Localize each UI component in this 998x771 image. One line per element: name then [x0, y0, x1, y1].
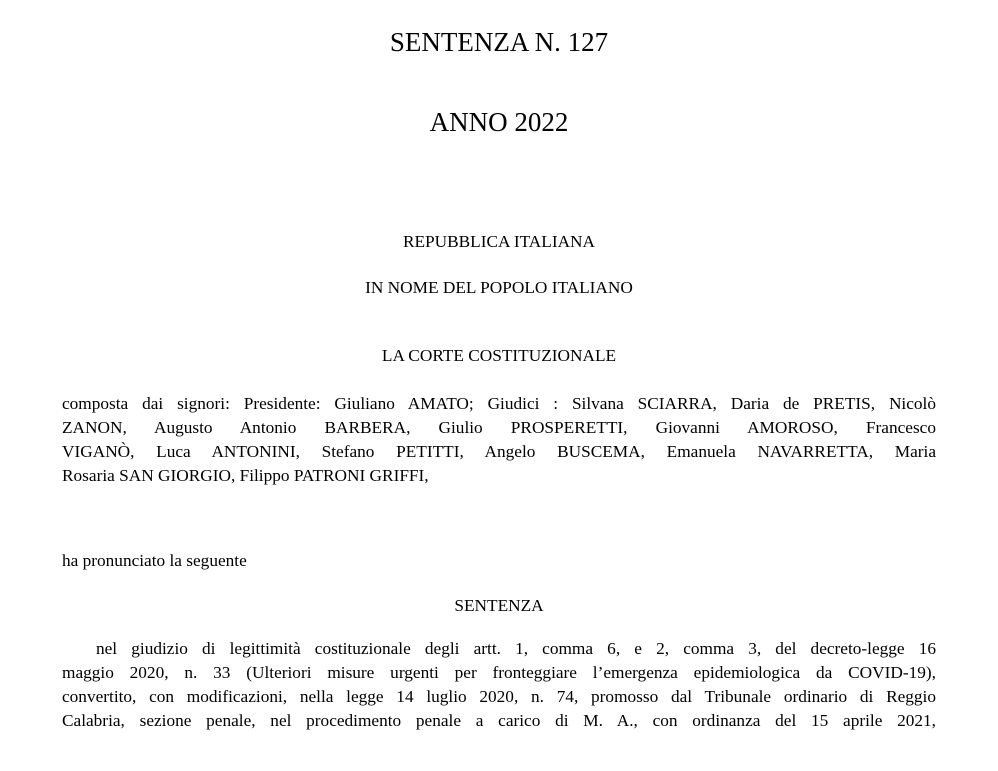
composition-line: composta dai signori: Presidente: Giuliano AMATO; Giudici : Silvana SCIARRA, Daria de PRETIS, Nicolò — [62, 394, 936, 413]
court-composition-paragraph — [62, 392, 936, 488]
sentence-number-title: SENTENZA N. 127 — [389, 27, 609, 57]
composition-line: VIGANÒ, Luca ANTONINI, Stefano PETITTI, Angelo BUSCEMA, Emanuela NAVARRETTA, Maria — [62, 442, 936, 461]
sentenza-heading: SENTENZA — [454, 596, 544, 615]
in-name-heading: IN NOME DEL POPOLO ITALIANO — [365, 278, 633, 297]
judgment-paragraph — [62, 637, 936, 733]
judgment-line: convertito, con modificazioni, nella legge 14 luglio 2020, n. 74, promosso dal Tribunale ordinario di Reggio — [62, 687, 936, 706]
composition-line: Rosaria SAN GIORGIO, Filippo PATRONI GRIFFI, — [62, 466, 429, 485]
republic-heading: REPUBBLICA ITALIANA — [402, 232, 596, 251]
judgment-line: maggio 2020, n. 33 (Ulteriori misure urgenti per fronteggiare l’emergenza epidemiologica da COVID-19), — [62, 663, 936, 682]
composition-line: ZANON, Augusto Antonio BARBERA, Giulio PROSPERETTI, Giovanni AMOROSO, Francesco — [62, 418, 936, 437]
judgment-line: nel giudizio di legittimità costituzionale degli artt. 1, comma 6, e 2, comma 3, del decreto-legge 16 — [96, 639, 936, 658]
judgment-line: Calabria, sezione penale, nel procedimento penale a carico di M. A., con ordinanza del 15 aprile 2021, — [62, 711, 936, 730]
pronounced-text: ha pronunciato la seguente — [62, 551, 247, 570]
year-title: ANNO 2022 — [429, 107, 569, 137]
court-heading: LA CORTE COSTITUZIONALE — [381, 346, 617, 365]
